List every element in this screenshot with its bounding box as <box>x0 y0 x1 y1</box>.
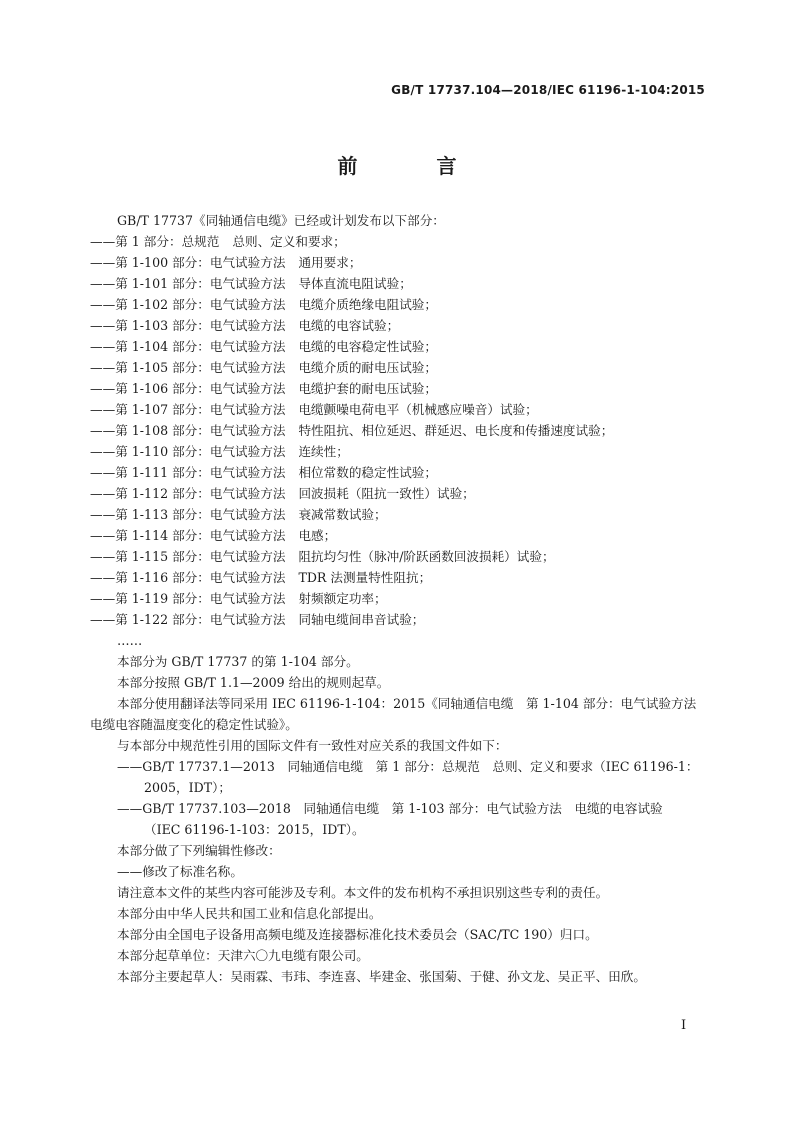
part-list-item <box>90 399 710 420</box>
paragraph-drafting-rules: 本部分按照 GB/T 1.1—2009 给出的规则起草。 <box>117 675 390 690</box>
paragraph-drafters: 本部分主要起草人：吴雨霖、韦玮、李连喜、毕建金、张国菊、于健、孙文龙、吴正平、田欣。 <box>117 969 646 984</box>
part-list-item <box>90 441 710 462</box>
part-list-item <box>90 504 710 525</box>
paragraph-proposed-by: 本部分由中华人民共和国工业和信息化部提出。 <box>117 906 382 921</box>
part-number: ——第 1-116 部分：电气试验方法 <box>90 570 286 585</box>
part-number: ——第 1 部分：总规范 <box>90 234 220 249</box>
part-number: ——第 1-110 部分：电气试验方法 <box>90 444 286 459</box>
part-list-item <box>90 462 710 483</box>
part-title: 电缆介质的耐电压试验； <box>298 360 437 375</box>
part-list-item <box>90 420 710 441</box>
part-number: ——第 1-107 部分：电气试验方法 <box>90 402 286 417</box>
part-number: ——第 1-122 部分：电气试验方法 <box>90 612 286 627</box>
page-number: I <box>681 1018 687 1033</box>
part-title: 电缆的电容稳定性试验； <box>298 339 437 354</box>
intro-paragraph: GB/T 17737《同轴通信电缆》已经或计划发布以下部分： <box>117 213 445 228</box>
standard-code-header: GB/T 17737.104—2018/IEC 61196-1-104:2015 <box>391 83 705 97</box>
editorial-change-item: ——修改了标准名称。 <box>117 864 243 879</box>
part-number: ——第 1-119 部分：电气试验方法 <box>90 591 286 606</box>
part-title: 衰减常数试验； <box>298 507 387 522</box>
part-number: ——第 1-100 部分：电气试验方法 <box>90 255 286 270</box>
part-number: ——第 1-112 部分：电气试验方法 <box>90 486 286 501</box>
part-title: 同轴电缆间串音试验； <box>298 612 425 627</box>
part-title: TDR 法测量特性阻抗； <box>298 570 432 585</box>
part-title: 电缆介质绝缘电阻试验； <box>298 297 437 312</box>
part-list-item <box>90 315 710 336</box>
parts-list <box>90 231 710 630</box>
part-title: 连续性； <box>298 444 349 459</box>
part-number: ——第 1-113 部分：电气试验方法 <box>90 507 286 522</box>
part-number: ——第 1-103 部分：电气试验方法 <box>90 318 286 333</box>
part-number: ——第 1-104 部分：电气试验方法 <box>90 339 286 354</box>
paragraph-patent-notice: 请注意本文件的某些内容可能涉及专利。本文件的发布机构不承担识别这些专利的责任。 <box>117 885 609 900</box>
foreword-body <box>90 210 710 987</box>
part-number: ——第 1-101 部分：电气试验方法 <box>90 276 286 291</box>
part-number: ——第 1-102 部分：电气试验方法 <box>90 297 286 312</box>
part-title: 电缆的电容试验； <box>298 318 400 333</box>
paragraph-part-number: 本部分为 GB/T 17737 的第 1-104 部分。 <box>117 654 359 669</box>
reference-2-line2: （IEC 61196-1-103：2015，IDT）。 <box>144 822 365 837</box>
page-title: 前 言 <box>337 154 493 178</box>
paragraph-editorial-changes: 本部分做了下列编辑性修改： <box>117 843 281 858</box>
part-number: ——第 1-105 部分：电气试验方法 <box>90 360 286 375</box>
part-title: 电感； <box>298 528 337 543</box>
part-number: ——第 1-108 部分：电气试验方法 <box>90 423 286 438</box>
part-title: 总则、定义和要求； <box>232 234 346 249</box>
part-title: 相位常数的稳定性试验； <box>298 465 437 480</box>
paragraph-adoption-line2: 电缆电容随温度变化的稳定性试验》。 <box>90 717 298 732</box>
part-list-item <box>90 336 710 357</box>
part-title: 电缆护套的耐电压试验； <box>298 381 437 396</box>
paragraph-references-intro: 与本部分中规范性引用的国际文件有一致性对应关系的我国文件如下： <box>117 738 508 753</box>
reference-2-line1: ——GB/T 17737.103—2018 同轴通信电缆 第 1-103 部分：电气试验方法 电缆的电容试验 <box>117 801 663 816</box>
part-number: ——第 1-114 部分：电气试验方法 <box>90 528 286 543</box>
part-list-item <box>90 357 710 378</box>
part-list-item <box>90 567 710 588</box>
paragraph-adoption-line1: 本部分使用翻译法等同采用 IEC 61196-1-104：2015《同轴通信电缆 第 1-104 部分：电气试验方法 <box>117 696 697 711</box>
part-title: 阻抗均匀性（脉冲/阶跃函数回波损耗）试验； <box>298 549 555 564</box>
part-list-item <box>90 546 710 567</box>
part-list-item <box>90 609 710 630</box>
part-number: ——第 1-115 部分：电气试验方法 <box>90 549 286 564</box>
part-title: 射频额定功率； <box>298 591 387 606</box>
part-list-item <box>90 252 710 273</box>
part-number: ——第 1-106 部分：电气试验方法 <box>90 381 286 396</box>
part-title: 导体直流电阻试验； <box>298 276 412 291</box>
ellipsis: …… <box>117 633 143 648</box>
reference-1-line2: 2005，IDT）； <box>144 780 232 795</box>
part-list-item <box>90 588 710 609</box>
part-list-item <box>90 294 710 315</box>
part-list-item <box>90 483 710 504</box>
part-list-item <box>90 231 710 252</box>
part-title: 回波损耗（阻抗一致性）试验； <box>298 486 475 501</box>
reference-1-line1: ——GB/T 17737.1—2013 同轴通信电缆 第 1 部分：总规范 总则、定义和要求（IEC 61196-1： <box>117 759 699 774</box>
part-title: 特性阻抗、相位延迟、群延迟、电长度和传播速度试验； <box>298 423 614 438</box>
part-list-item <box>90 273 710 294</box>
part-title: 通用要求； <box>298 255 362 270</box>
part-number: ——第 1-111 部分：电气试验方法 <box>90 465 286 480</box>
part-list-item <box>90 525 710 546</box>
part-title: 电缆颤噪电荷电平（机械感应噪音）试验； <box>298 402 538 417</box>
part-list-item <box>90 378 710 399</box>
paragraph-responsible-committee: 本部分由全国电子设备用高频电缆及连接器标准化技术委员会（SAC/TC 190）归口。 <box>117 927 598 942</box>
paragraph-drafting-organization: 本部分起草单位：天津六〇九电缆有限公司。 <box>117 948 369 963</box>
